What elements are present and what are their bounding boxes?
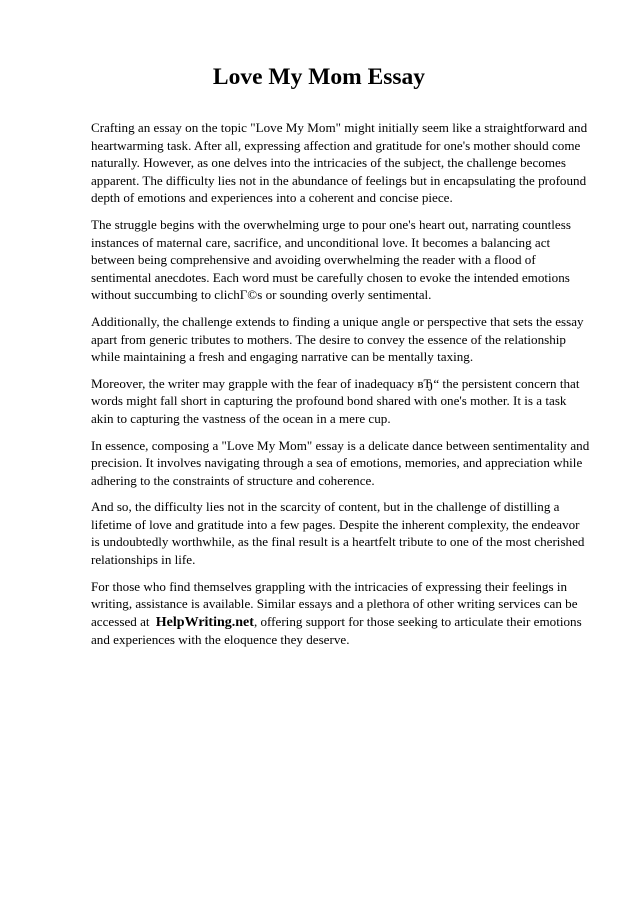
- paragraph-3: Additionally, the challenge extends to finding a unique angle or perspective that sets the essay apart from generic tributes to mothers. The desire to convey the essence of the relationship while maintaining a fresh and engaging narrative can be mentally taxing.: [91, 313, 584, 365]
- paragraph-6: And so, the difficulty lies not in the scarcity of content, but in the challenge of distilling a lifetime of love and gratitude into a few pages. Despite the inherent complexity, the endeavor is undoubtedly worthwhile, as the final result is a heartfelt tribute to one of the most cherished relationships in life.: [91, 499, 585, 568]
- document-title: Love My Mom Essay: [212, 64, 426, 90]
- paragraph-5: In essence, composing a "Love My Mom" essay is a delicate dance between sentimentality and precision. It involves navigating through a sea of emotions, memories, and appreciation while adhering to the constraints of structure and coherence.: [91, 437, 590, 488]
- document-body: [91, 119, 591, 658]
- paragraph-2: The struggle begins with the overwhelming urge to pour one's heart out, narrating countless instances of maternal care, sacrifice, and unconditional love. It becomes a balancing act between being comprehensive and avoiding overwhelming the reader with a flood of sentimental anecdotes. Each word must be carefully chosen to evoke the intended emotions without succumbing to clichГ©s or sounding overly sentimental.: [91, 216, 571, 303]
- helpwriting-link[interactable]: HelpWriting.net: [155, 614, 254, 630]
- paragraph-7: [91, 578, 591, 649]
- paragraph-7-after-link: , offering support for those seeking to articulate their emotions and experiences with the eloquence they deserve.: [91, 613, 582, 648]
- paragraph-1: Crafting an essay on the topic "Love My Mom" might initially seem like a straightforward and heartwarming task. After all, expressing affection and gratitude for one's mother should come naturally. However, as one delves into the intricacies of the subject, the challenge becomes apparent. The difficulty lies not in the abundance of feelings but in encapsulating the profound depth of emotions and experiences into a coherent and concise piece.: [91, 120, 588, 206]
- paragraph-7-before-link: For those who find themselves grappling with the intricacies of expressing their feelings in writing, assistance is available. Similar essays and a plethora of other writing services can be accessed at: [91, 578, 578, 629]
- paragraph-4: Moreover, the writer may grapple with the fear of inadequacy вЂ“ the persistent concern that words might fall short in capturing the profound bond shared with one's mother. It is a task akin to capturing the vastness of the ocean in a mere cup.: [91, 375, 580, 426]
